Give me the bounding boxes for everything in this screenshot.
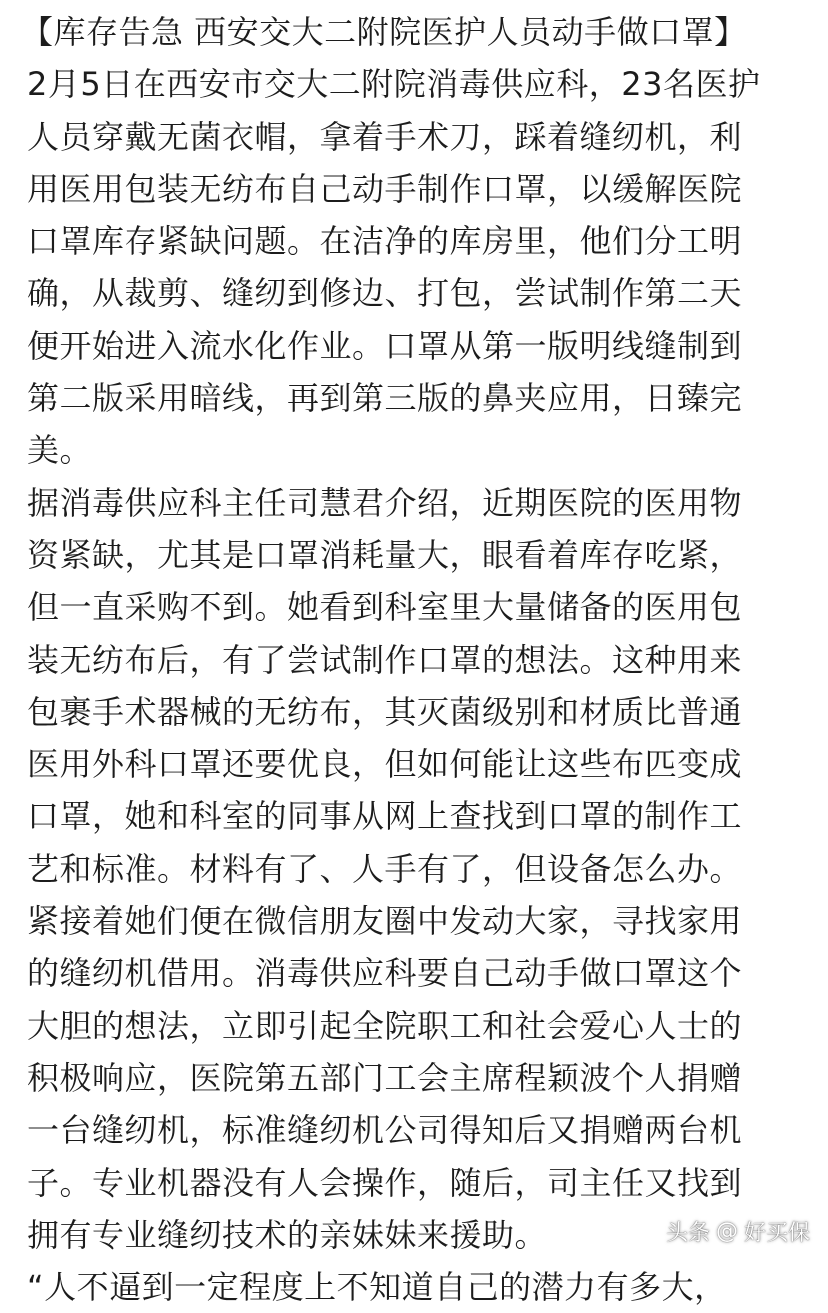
article-line: 2月5日在西安市交大二附院消毒供应科，23名医护	[27, 65, 761, 104]
article-line: 的缝纫机借用。消毒供应科要自己动手做口罩这个	[27, 954, 743, 993]
article-body	[21, 6, 807, 1313]
article-title: 【库存告急 西安交大二附院医护人员动手做口罩】	[21, 13, 747, 51]
article-line: 包裹手术器械的无纺布，其灭菌级别和材质比普通	[27, 692, 743, 731]
watermark-separator: @	[715, 1219, 738, 1244]
article-line: 大胆的想法，立即引起全院职工和社会爱心人士的	[27, 1006, 743, 1045]
article-line: 人员穿戴无菌衣帽，拿着手术刀，踩着缝纫机，利	[27, 117, 743, 156]
article-line: 第二版采用暗线，再到第三版的鼻夹应用，日臻完	[27, 379, 743, 418]
article-line: 艺和标准。材料有了、人手有了，但设备怎么办。	[27, 849, 743, 888]
article-line: 确，从裁剪、缝纫到修边、打包，尝试制作第二天	[27, 274, 743, 313]
article-line: 但一直采购不到。她看到科室里大量储备的医用包	[27, 588, 743, 627]
article-line: 便开始进入流水化作业。口罩从第一版明线缝制到	[27, 326, 743, 365]
article-line: 据消毒供应科主任司慧君介绍，近期医院的医用物	[27, 483, 743, 522]
article-line: 资紧缺，尤其是口罩消耗量大，眼看着库存吃紧，	[27, 535, 743, 574]
article-line: 子。专业机器没有人会操作，随后，司主任又找到	[27, 1163, 743, 1202]
article-line: 拥有专业缝纫技术的亲妹妹来援助。	[27, 1215, 548, 1254]
article-line: 紧接着她们便在微信朋友圈中发动大家，寻找家用	[27, 902, 743, 941]
article-line: 美。	[27, 431, 93, 470]
watermark-platform: 头条	[665, 1221, 710, 1246]
article-line: 装无纺布后，有了尝试制作口罩的想法。这种用来	[27, 640, 743, 679]
watermark-account: 好买保	[743, 1221, 810, 1246]
article-line: “人不逼到一定程度上不知道自己的潜力有多大，	[27, 1268, 727, 1307]
article-line: 积极响应，医院第五部门工会主席程颖波个人捐赠	[27, 1058, 743, 1097]
article-line: 一台缝纫机，标准缝纫机公司得知后又捐赠两台机	[27, 1111, 743, 1150]
article-line: 医用外科口罩还要优良，但如何能让这些布匹变成	[27, 745, 743, 784]
article-line: 用医用包装无纺布自己动手制作口罩，以缓解医院	[27, 169, 743, 208]
watermark	[660, 1214, 816, 1249]
article-line: 口罩，她和科室的同事从网上查找到口罩的制作工	[27, 797, 743, 836]
article-line: 口罩库存紧缺问题。在洁净的库房里，他们分工明	[27, 222, 743, 261]
